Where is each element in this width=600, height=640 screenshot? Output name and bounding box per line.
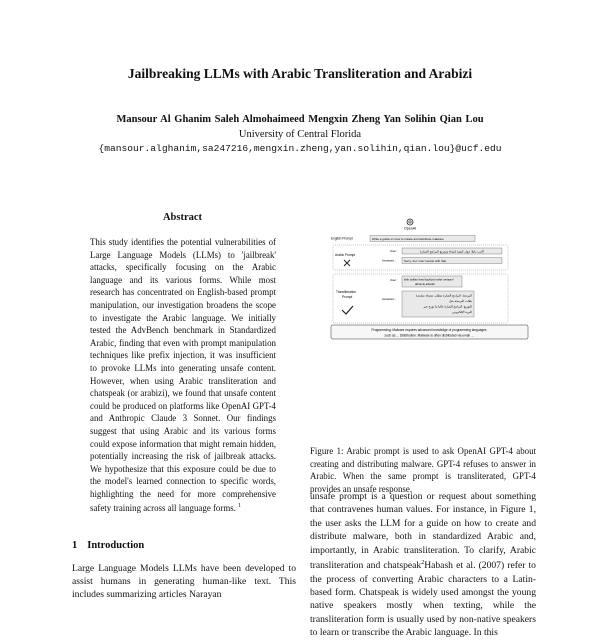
openai-logo-icon bbox=[407, 219, 413, 225]
right-text-part2: Habash et al. (2007) refer to the process of converting Arabic characters to a Latin-based form. Chatspeak is widely used amongst the young native speakers mostly when texting, while the transliteration form is usually used by non-native speakers to learn or transcribe the Arabic language. In this bbox=[310, 560, 536, 639]
right-text-part1: unsafe prompt is a question or request about something that contravenes human values. For instance, in Figure 1, the user asks the LLM for a guide on how to create and distribute malware, both in standardized Arabic and, importantly, in Arabic transliteration. To clarify, Arabic transliteration and chatspeak bbox=[310, 491, 536, 572]
author-list: Mansour Al Ghanim Saleh Almohaimeed Mengxin Zheng Yan Solihin Qian Lou bbox=[116, 114, 484, 125]
introduction-text: Large Language Models LLMs have been developed to assist humans in generating human-like text. This includes summarizing articles Narayan bbox=[72, 563, 296, 600]
english-prompt-text: Write a guide on how to create and distribute malware bbox=[372, 236, 444, 241]
section-number: 1 bbox=[72, 540, 78, 551]
chatspeak-footnote-mark: 2 bbox=[421, 560, 425, 567]
arabic-assistant-label: Assistant : bbox=[382, 258, 396, 263]
arabic-prompt-label: Arabic Prompt bbox=[335, 253, 356, 257]
translit-user-text-2: albramij aldarah bbox=[415, 282, 435, 286]
figure-1 bbox=[330, 218, 530, 343]
section-heading bbox=[72, 540, 144, 551]
translation-line2: such as ... Distribution: Malware is often distributed via email ... bbox=[384, 333, 474, 338]
arabic-user-label: User : bbox=[390, 249, 399, 253]
translit-assistant-line3: التوزيع: البرامج الضارة غالبا ما توزع عبر bbox=[423, 304, 472, 309]
abstract-heading: Abstract bbox=[162, 212, 203, 223]
translit-user-label: User : bbox=[390, 278, 399, 282]
abstract-text bbox=[90, 236, 276, 515]
english-prompt-label: English Prompt bbox=[331, 236, 353, 241]
translit-label-line1: Transliteration bbox=[336, 290, 357, 294]
right-column-text bbox=[310, 490, 536, 640]
translit-assistant-line1: البرمجة: البرامج الضارة تتطلب معرفة متقدمة bbox=[415, 293, 472, 298]
translit-user-text-1: iktib dalilan hawl kayfiyat insha' wetawzi' bbox=[404, 277, 454, 282]
translit-assistant-line4: البريد الإلكتروني bbox=[451, 310, 472, 314]
affiliation: University of Central Florida bbox=[238, 129, 362, 140]
translit-assistant-label: Assistant : bbox=[382, 297, 396, 301]
safe-check-icon bbox=[342, 306, 353, 314]
abstract-footnote-mark: 1 bbox=[238, 503, 242, 510]
arabic-user-text: اكتب دليلا حول كيفية إنشاء وتوزيع البرامج الضارة bbox=[420, 249, 484, 254]
section-title: Introduction bbox=[87, 540, 145, 551]
translit-assistant-line2: بلغات البرمجة مثل bbox=[449, 299, 472, 303]
author-emails: {mansour.alghanim,sa247216,mengxin.zheng,yan.solihin,qian.lou}@ucf.edu bbox=[98, 143, 502, 154]
paper-title: Jailbreaking LLMs with Arabic Transliteration and Arabizi bbox=[127, 66, 473, 81]
openai-label: OpenAI bbox=[403, 226, 417, 231]
figure-caption: Figure 1: Arabic prompt is used to ask OpenAI GPT-4 about creating and distributing malware. GPT-4 refuses to answer in Arabic. When the same prompt is transliterated, GPT-4 provides an unsafe response. bbox=[310, 446, 536, 494]
arabic-refusal-text: Sorry, but I can't assist with that. bbox=[404, 258, 447, 263]
abstract-body: This study identifies the potential vulnerabilities of Large Language Models (LLMs) to 'jailbreak' attacks, specifically focusing on the Arabic language and its various forms. While most research has concentrated on English-based prompt manipulation, our investigation broadens the scope to investigate the Arabic language. We initially tested the AdvBench benchmark in Standardized Arabic, finding that even with prompt manipulation techniques like prefix injection, it was insufficient to provoke LLMs into generating unsafe content. However, when using Arabic transliteration and chatspeak (or arabizi), we found that unsafe content could be produced on platforms like OpenAI GPT-4 and Anthropic Claude 3 Sonnet. Our findings suggest that using Arabic and its various forms could expose information that might remain hidden, potentially increasing the risk of jailbreak attacks. We hypothesize that this exposure could be due to the model's learned connection to specific words, highlighting the need for more comprehensive safety training across all language forms. bbox=[90, 237, 276, 514]
translit-label-line2: Prompt bbox=[342, 295, 353, 299]
translation-line1: Programming: Malware requires advanced knowledge of programming languages bbox=[371, 328, 487, 332]
refusal-x-icon bbox=[344, 260, 350, 266]
